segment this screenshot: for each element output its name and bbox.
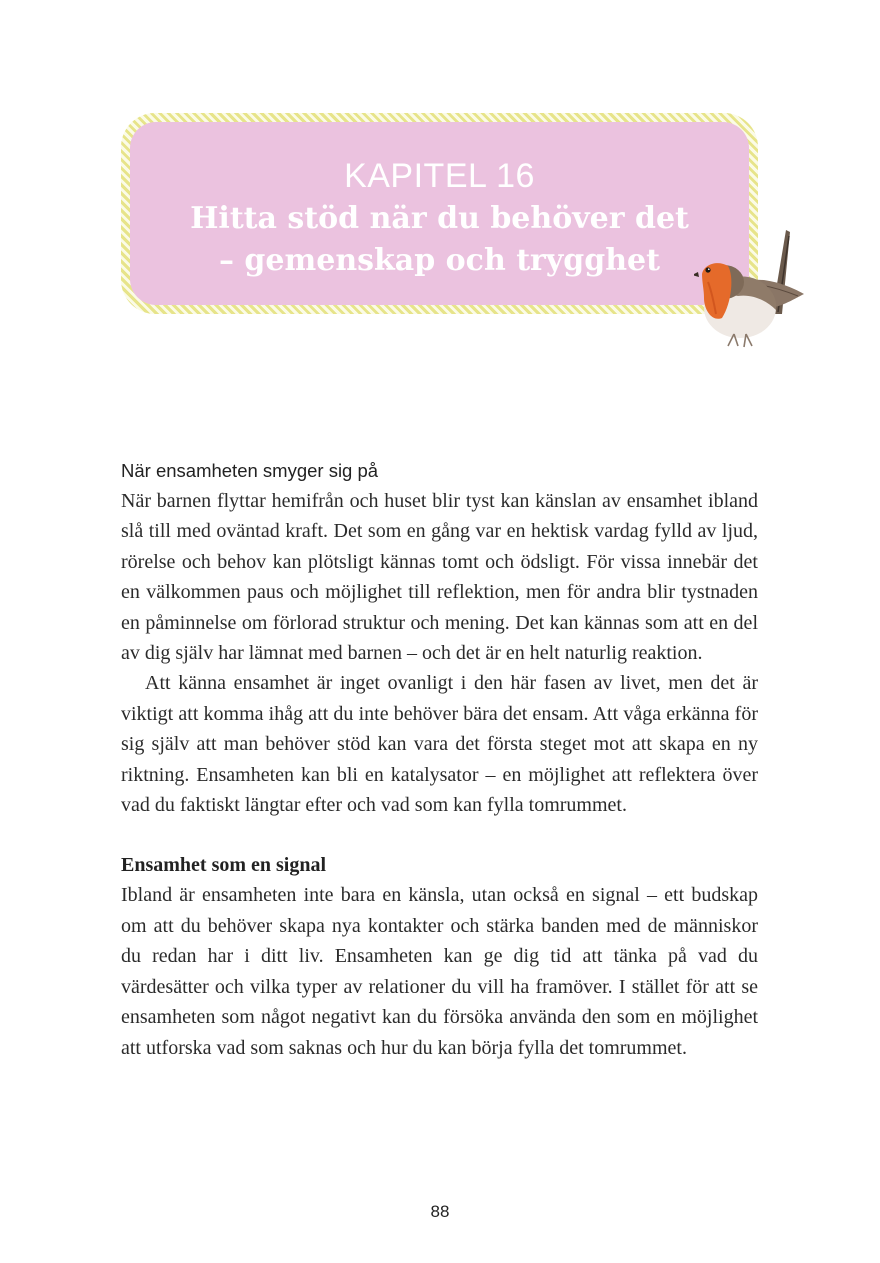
chapter-banner xyxy=(121,113,758,314)
page-content xyxy=(121,456,758,1063)
robin-bird-icon xyxy=(694,222,814,350)
chapter-title-line-2: – gemenskap och trygghet xyxy=(218,243,661,278)
page-number: 88 xyxy=(430,1202,450,1221)
chapter-number: KAPITEL 16 xyxy=(344,157,535,195)
section-heading: När ensamheten smyger sig på xyxy=(121,460,379,481)
section-spacer xyxy=(121,820,758,850)
chapter-banner-inner xyxy=(130,122,749,305)
body-paragraph: Ibland är ensamheten inte bara en känsla, utan också en signal – ett budskap om att du behöver skapa nya kontakter och stärka banden med de människor du redan har i ditt liv. Ensamheten kan ge dig tid att tänka på vad du värdesätter och vilka typer av relationer du vill ha framöver. I stället för att se ensamheten som något negativt kan du försöka använda den som en möjlighet att utforska vad som saknas och hur du kan börja fylla det tomrummet. xyxy=(121,884,758,1059)
chapter-title-line-1: Hitta stöd när du behöver det xyxy=(190,201,689,236)
section-signal xyxy=(121,850,758,1062)
section-loneliness xyxy=(121,456,758,820)
chapter-title xyxy=(130,198,749,282)
body-paragraph: När barnen flyttar hemifrån och huset blir tyst kan känslan av ensamhet ibland slå till med oväntad kraft. Det som en gång var en hektisk vardag fylld av ljud, rörelse och behov kan plötsligt kännas tomt och ödsligt. För vissa innebär det en välkommen paus och möjlighet till reflektion, men för andra blir tystnaden en påminnelse om förlorad struktur och mening. Det kan kännas som att en del av dig själv har lämnat med barnen – och det är en helt naturlig reaktion. xyxy=(121,490,758,665)
section-heading: Ensamhet som en signal xyxy=(121,854,327,877)
body-paragraph: Att känna ensamhet är inget ovanligt i den här fasen av livet, men det är viktigt att komma ihåg att du inte behöver bära det ensam. Att våga erkänna för sig själv att man behöver stöd kan vara det första steget mot att skapa en ny riktning. Ensamheten kan bli en katalysator – en möjlighet att reflektera över vad du faktiskt längtar efter och vad som kan fylla tomrummet. xyxy=(121,672,758,817)
